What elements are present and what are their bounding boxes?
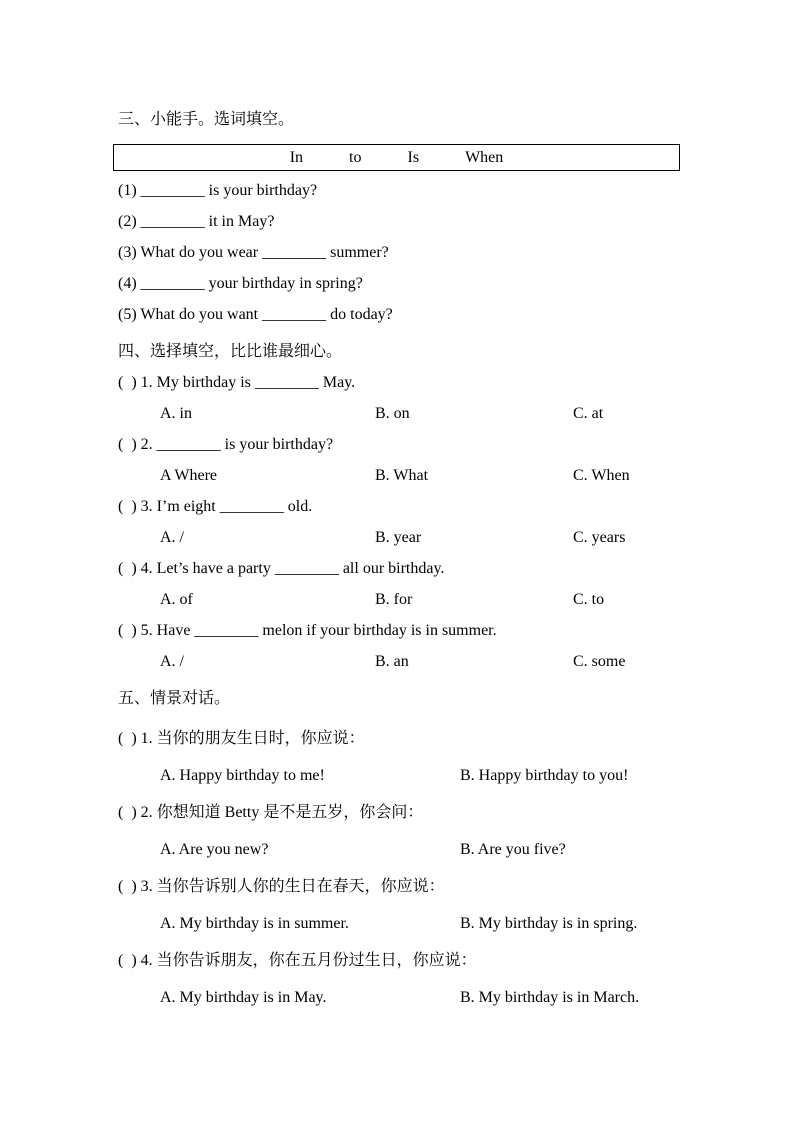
choice-question-1-stem: ( ) 1. My birthday is ________ May. xyxy=(118,374,356,391)
fill-blank-question-1: (1) ________ is your birthday? xyxy=(118,182,318,199)
option-a: A. / xyxy=(160,529,184,546)
dialog-question-1-stem: ( ) 1. 当你的朋友生日时，你应说： xyxy=(118,730,365,747)
fill-blank-question-2: (2) ________ it in May? xyxy=(118,213,275,230)
option-b: B. My birthday is in spring. xyxy=(460,915,638,932)
section-5-title: 五、情景对话。 xyxy=(118,690,231,707)
option-b: B. year xyxy=(375,529,422,546)
choice-question-2-options xyxy=(118,460,680,491)
option-c: C. When xyxy=(573,467,630,484)
option-a: A. Happy birthday to me! xyxy=(160,767,325,784)
choice-question-4-stem: ( ) 4. Let’s have a party ________ all our birthday. xyxy=(118,560,445,577)
choice-question-5-options xyxy=(118,646,680,677)
word-bank-item-1: In xyxy=(289,149,304,166)
option-c: C. years xyxy=(573,529,626,546)
dialog-question-4-stem: ( ) 4. 当你告诉朋友，你在五月份过生日，你应说： xyxy=(118,952,477,969)
word-bank-item-4: When xyxy=(465,149,504,166)
option-a: A Where xyxy=(160,467,218,484)
dialog-question-4-options xyxy=(118,979,680,1016)
dialog-question-3-options xyxy=(118,905,680,942)
option-b: B. My birthday is in March. xyxy=(460,989,640,1006)
option-b: B. Are you five? xyxy=(460,841,566,858)
option-b: B. Happy birthday to you! xyxy=(460,767,629,784)
dialog-question-3-stem: ( ) 3. 当你告诉别人你的生日在春天，你应说： xyxy=(118,878,445,895)
dialog-question-2-stem: ( ) 2. 你想知道 Betty 是不是五岁，你会问： xyxy=(118,804,424,821)
option-b: B. for xyxy=(375,591,413,608)
choice-question-4-options xyxy=(118,584,680,615)
option-b: B. on xyxy=(375,405,410,422)
option-a: A. / xyxy=(160,653,184,670)
option-a: A. My birthday is in May. xyxy=(160,989,327,1006)
word-bank xyxy=(113,144,680,171)
dialog-question-1-options xyxy=(118,757,680,794)
option-a: A. My birthday is in summer. xyxy=(160,915,349,932)
section-4-title: 四、选择填空，比比谁最细心。 xyxy=(118,343,343,360)
option-b: B. What xyxy=(375,467,429,484)
option-b: B. an xyxy=(375,653,409,670)
choice-question-5-stem: ( ) 5. Have ________ melon if your birthday is in summer. xyxy=(118,622,497,639)
word-bank-item-3: Is xyxy=(407,149,420,166)
choice-question-2-stem: ( ) 2. ________ is your birthday? xyxy=(118,436,334,453)
fill-blank-question-3: (3) What do you wear ________ summer? xyxy=(118,244,389,261)
option-a: A. in xyxy=(160,405,192,422)
option-c: C. to xyxy=(573,591,605,608)
section-3-title: 三、小能手。选词填空。 xyxy=(118,111,295,128)
choice-question-1-options xyxy=(118,398,680,429)
word-bank-item-2: to xyxy=(349,149,362,166)
choice-question-3-options xyxy=(118,522,680,553)
dialog-question-2-options xyxy=(118,831,680,868)
option-c: C. some xyxy=(573,653,626,670)
option-a: A. of xyxy=(160,591,193,608)
choice-question-3-stem: ( ) 3. I’m eight ________ old. xyxy=(118,498,313,515)
option-a: A. Are you new? xyxy=(160,841,269,858)
option-c: C. at xyxy=(573,405,604,422)
fill-blank-question-4: (4) ________ your birthday in spring? xyxy=(118,275,363,292)
fill-blank-question-5: (5) What do you want ________ do today? xyxy=(118,306,393,323)
